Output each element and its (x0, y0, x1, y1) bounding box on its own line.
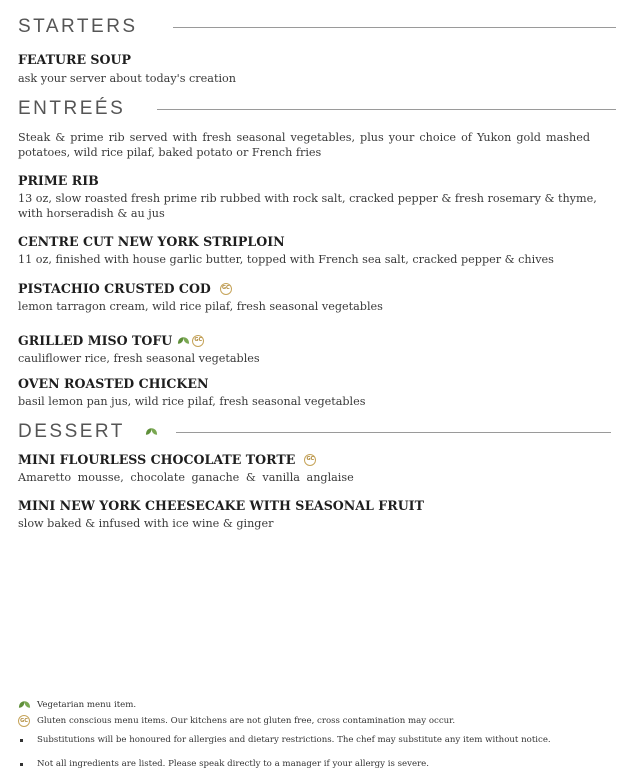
starters-divider (173, 27, 616, 28)
footer-ingredients-text: Not all ingredients are listed. Please speak directly to a manager if your allergy is severe. (37, 759, 429, 769)
footer-vegetarian-text: Vegetarian menu item. (37, 700, 137, 710)
gluten-conscious-icon: GC (220, 283, 232, 295)
footer-vegetarian-note (18, 700, 136, 710)
menu-item-striploin-name: CENTRE CUT NEW YORK STRIPLOIN (18, 234, 285, 249)
menu-item-torte-desc: Amaretto mousse, chocolate ganache & vanilla anglaise (18, 471, 354, 484)
entrees-divider (157, 109, 616, 110)
starters-title: STARTERS (18, 16, 138, 37)
menu-item-tofu-desc: cauliflower rice, fresh seasonal vegetables (18, 352, 260, 365)
menu-item-torte-name: MINI FLOURLESS CHOCOLATE TORTE GC (18, 452, 316, 467)
entrees-header (18, 98, 616, 120)
vegetarian-leaf-icon (177, 336, 190, 346)
starters-header (18, 16, 616, 38)
footer-substitutions-note (18, 735, 551, 745)
bullet-icon (20, 739, 23, 742)
bullet-icon (20, 763, 23, 766)
menu-item-feature-soup-name: FEATURE SOUP (18, 52, 131, 67)
menu-item-cheesecake-desc: slow baked & infused with ice wine & ginger (18, 517, 274, 530)
menu-item-prime-rib-desc-line2: with horseradish & au jus (18, 207, 165, 220)
footer-substitutions-text: Substitutions will be honoured for allergies and dietary restrictions. The chef may substitute any item without notice. (37, 735, 551, 745)
entrees-intro: Steak & prime rib served with fresh seasonal vegetables, plus your choice of Yukon gold mashed potatoes, wild rice pilaf, baked potato or French fries (18, 131, 590, 159)
entrees-title: ENTREÉS (18, 98, 126, 119)
menu-item-chicken-desc: basil lemon pan jus, wild rice pilaf, fresh seasonal vegetables (18, 395, 366, 408)
footer-gluten-text: Gluten conscious menu items. Our kitchens are not gluten free, cross contamination may occur. (37, 716, 456, 726)
menu-item-cheesecake-name: MINI NEW YORK CHEESECAKE WITH SEASONAL FRUIT (18, 498, 424, 513)
vegetarian-leaf-icon (145, 427, 158, 437)
menu-item-prime-rib-desc-line1: 13 oz, slow roasted fresh prime rib rubbed with rock salt, cracked pepper & fresh rosemary & thyme, (18, 192, 597, 205)
menu-item-striploin-desc: 11 oz, finished with house garlic butter, topped with French sea salt, cracked pepper & chives (18, 253, 554, 266)
menu-item-chicken-name: OVEN ROASTED CHICKEN (18, 376, 209, 391)
gluten-conscious-icon: GC (18, 715, 30, 727)
dessert-header (18, 421, 611, 443)
dessert-divider (176, 432, 611, 433)
vegetarian-leaf-icon (18, 700, 31, 710)
menu-item-cod-desc: lemon tarragon cream, wild rice pilaf, fresh seasonal vegetables (18, 300, 383, 313)
gluten-conscious-icon: GC (304, 454, 316, 466)
menu-item-prime-rib-name: PRIME RIB (18, 173, 99, 188)
menu-item-feature-soup-desc: ask your server about today's creation (18, 72, 236, 85)
dessert-title: DESSERT (18, 421, 125, 442)
footer-ingredients-note (18, 759, 429, 769)
gluten-conscious-icon: GC (192, 335, 204, 347)
menu-item-tofu-name: GRILLED MISO TOFU GC (18, 333, 204, 348)
footer-gluten-note (18, 715, 455, 727)
menu-item-cod-name: PISTACHIO CRUSTED COD GC (18, 281, 232, 296)
